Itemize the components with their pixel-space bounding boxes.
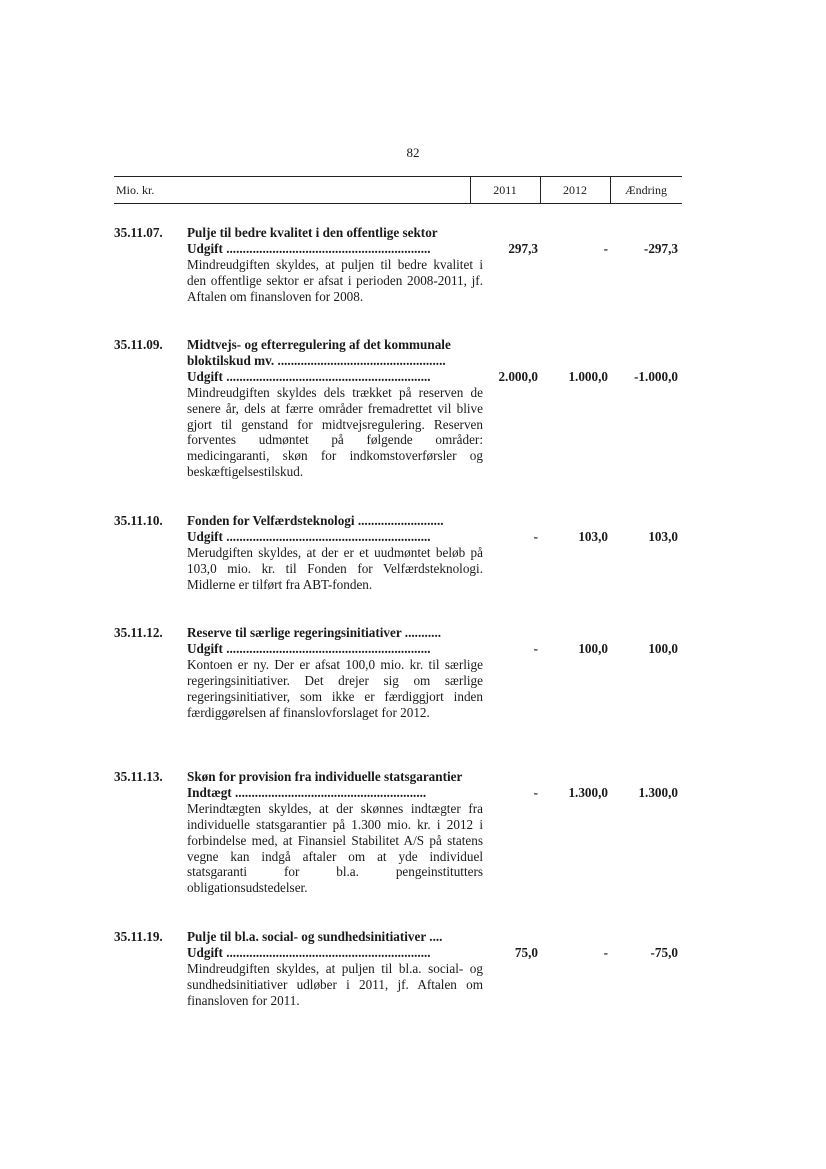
value-2011: - [533,785,538,800]
header-unit: Mio. kr. [116,183,155,197]
entry-title: Midtvejs- og efterregulering af det kommunale bloktilskud mv. ................................................... [187,337,451,368]
entry-description: Mindreudgiften skyldes, at puljen til bedre kvalitet i den offentlige sektor er afsat i perioden 2008-2011, jf. Aftalen om finansloven for 2008. [187,256,483,304]
value-2012: 1.000,0 [568,369,608,384]
value-2012: - [603,241,608,256]
value-2011: 75,0 [514,945,538,960]
header-2011: 2011 [493,183,517,197]
entry-description: Mindreudgiften skyldes, at puljen til bl.a. social- og sundhedsinitiativer udløber i 2011, jf. Aftalen om finansloven for 2011. [187,960,483,1008]
value-change: -75,0 [650,945,678,960]
value-2011: 2.000,0 [498,369,538,384]
account-code: 35.11.12. [114,625,163,640]
value-change: -1.000,0 [634,369,678,384]
header-bottom-rule [114,203,682,204]
value-change: 1.300,0 [638,785,678,800]
account-code: 35.11.10. [114,513,163,528]
line-label: Udgift .............................................................. [187,528,431,544]
account-code: 35.11.13. [114,769,163,784]
page-number: 82 [406,145,420,160]
header-change: Ændring [625,183,667,197]
account-code: 35.11.07. [114,225,163,240]
account-code: 35.11.09. [114,337,163,352]
line-label: Indtægt .......................................................... [187,784,427,800]
value-change: 103,0 [648,529,678,544]
entry-title: Pulje til bl.a. social- og sundhedsinitiativer .... [187,929,443,944]
value-2011: - [533,529,538,544]
line-label: Udgift .............................................................. [187,640,431,656]
line-label: Udgift .............................................................. [187,240,431,256]
line-label: Udgift .............................................................. [187,944,431,960]
value-2012: - [603,945,608,960]
value-2012: 1.300,0 [568,785,608,800]
header-top-rule [114,176,682,177]
value-2012: 100,0 [578,641,608,656]
value-2011: - [533,641,538,656]
entry-description: Merudgiften skyldes, at der er et uudmøntet beløb på 103,0 mio. kr. til Fonden for Velfærdsteknologi. Midlerne er tilført fra ABT-fonden. [187,544,483,592]
entry-description: Merindtægten skyldes, at der skønnes indtægter fra individuelle statsgarantier på 1.300 mio. kr. i 2012 i forbindelse med, at Finansiel Stabilitet A/S på statens vegne kan indgå aftaler om at yde individuel statsgaranti for bl.a. pengeinstitutters obligationsudstedelser. [187,800,483,896]
value-2011: 297,3 [508,241,538,256]
entry-title: Pulje til bedre kvalitet i den offentlige sektor [187,225,438,240]
value-2012: 103,0 [578,529,608,544]
value-change: -297,3 [643,241,678,256]
value-change: 100,0 [648,641,678,656]
entry-description: Mindreudgiften skyldes dels trækket på reserven de senere år, dels at færre områder fremadrettet vil blive gjort til genstand for midtvejsregulering. Reserven forventes udmøntet på følgende områder: medicingaranti, skøn for indkomstoverførsler og beskæftigelsestilskud. [187,384,483,480]
entry-title: Reserve til særlige regeringsinitiativer ........... [187,625,442,640]
line-label: Udgift .............................................................. [187,368,431,384]
header-2012: 2012 [563,183,587,197]
account-code: 35.11.19. [114,929,163,944]
entry-title: Fonden for Velfærdsteknologi .......................... [187,513,444,528]
entry-title: Skøn for provision fra individuelle statsgarantier [187,769,463,784]
entry-description: Kontoen er ny. Der er afsat 100,0 mio. kr. til særlige regeringsinitiativer. Det drejer sig om særlige regeringsinitiativer, som ikke er færdiggjort inden færdiggørelsen af finanslovforslaget for 2012. [187,656,483,720]
